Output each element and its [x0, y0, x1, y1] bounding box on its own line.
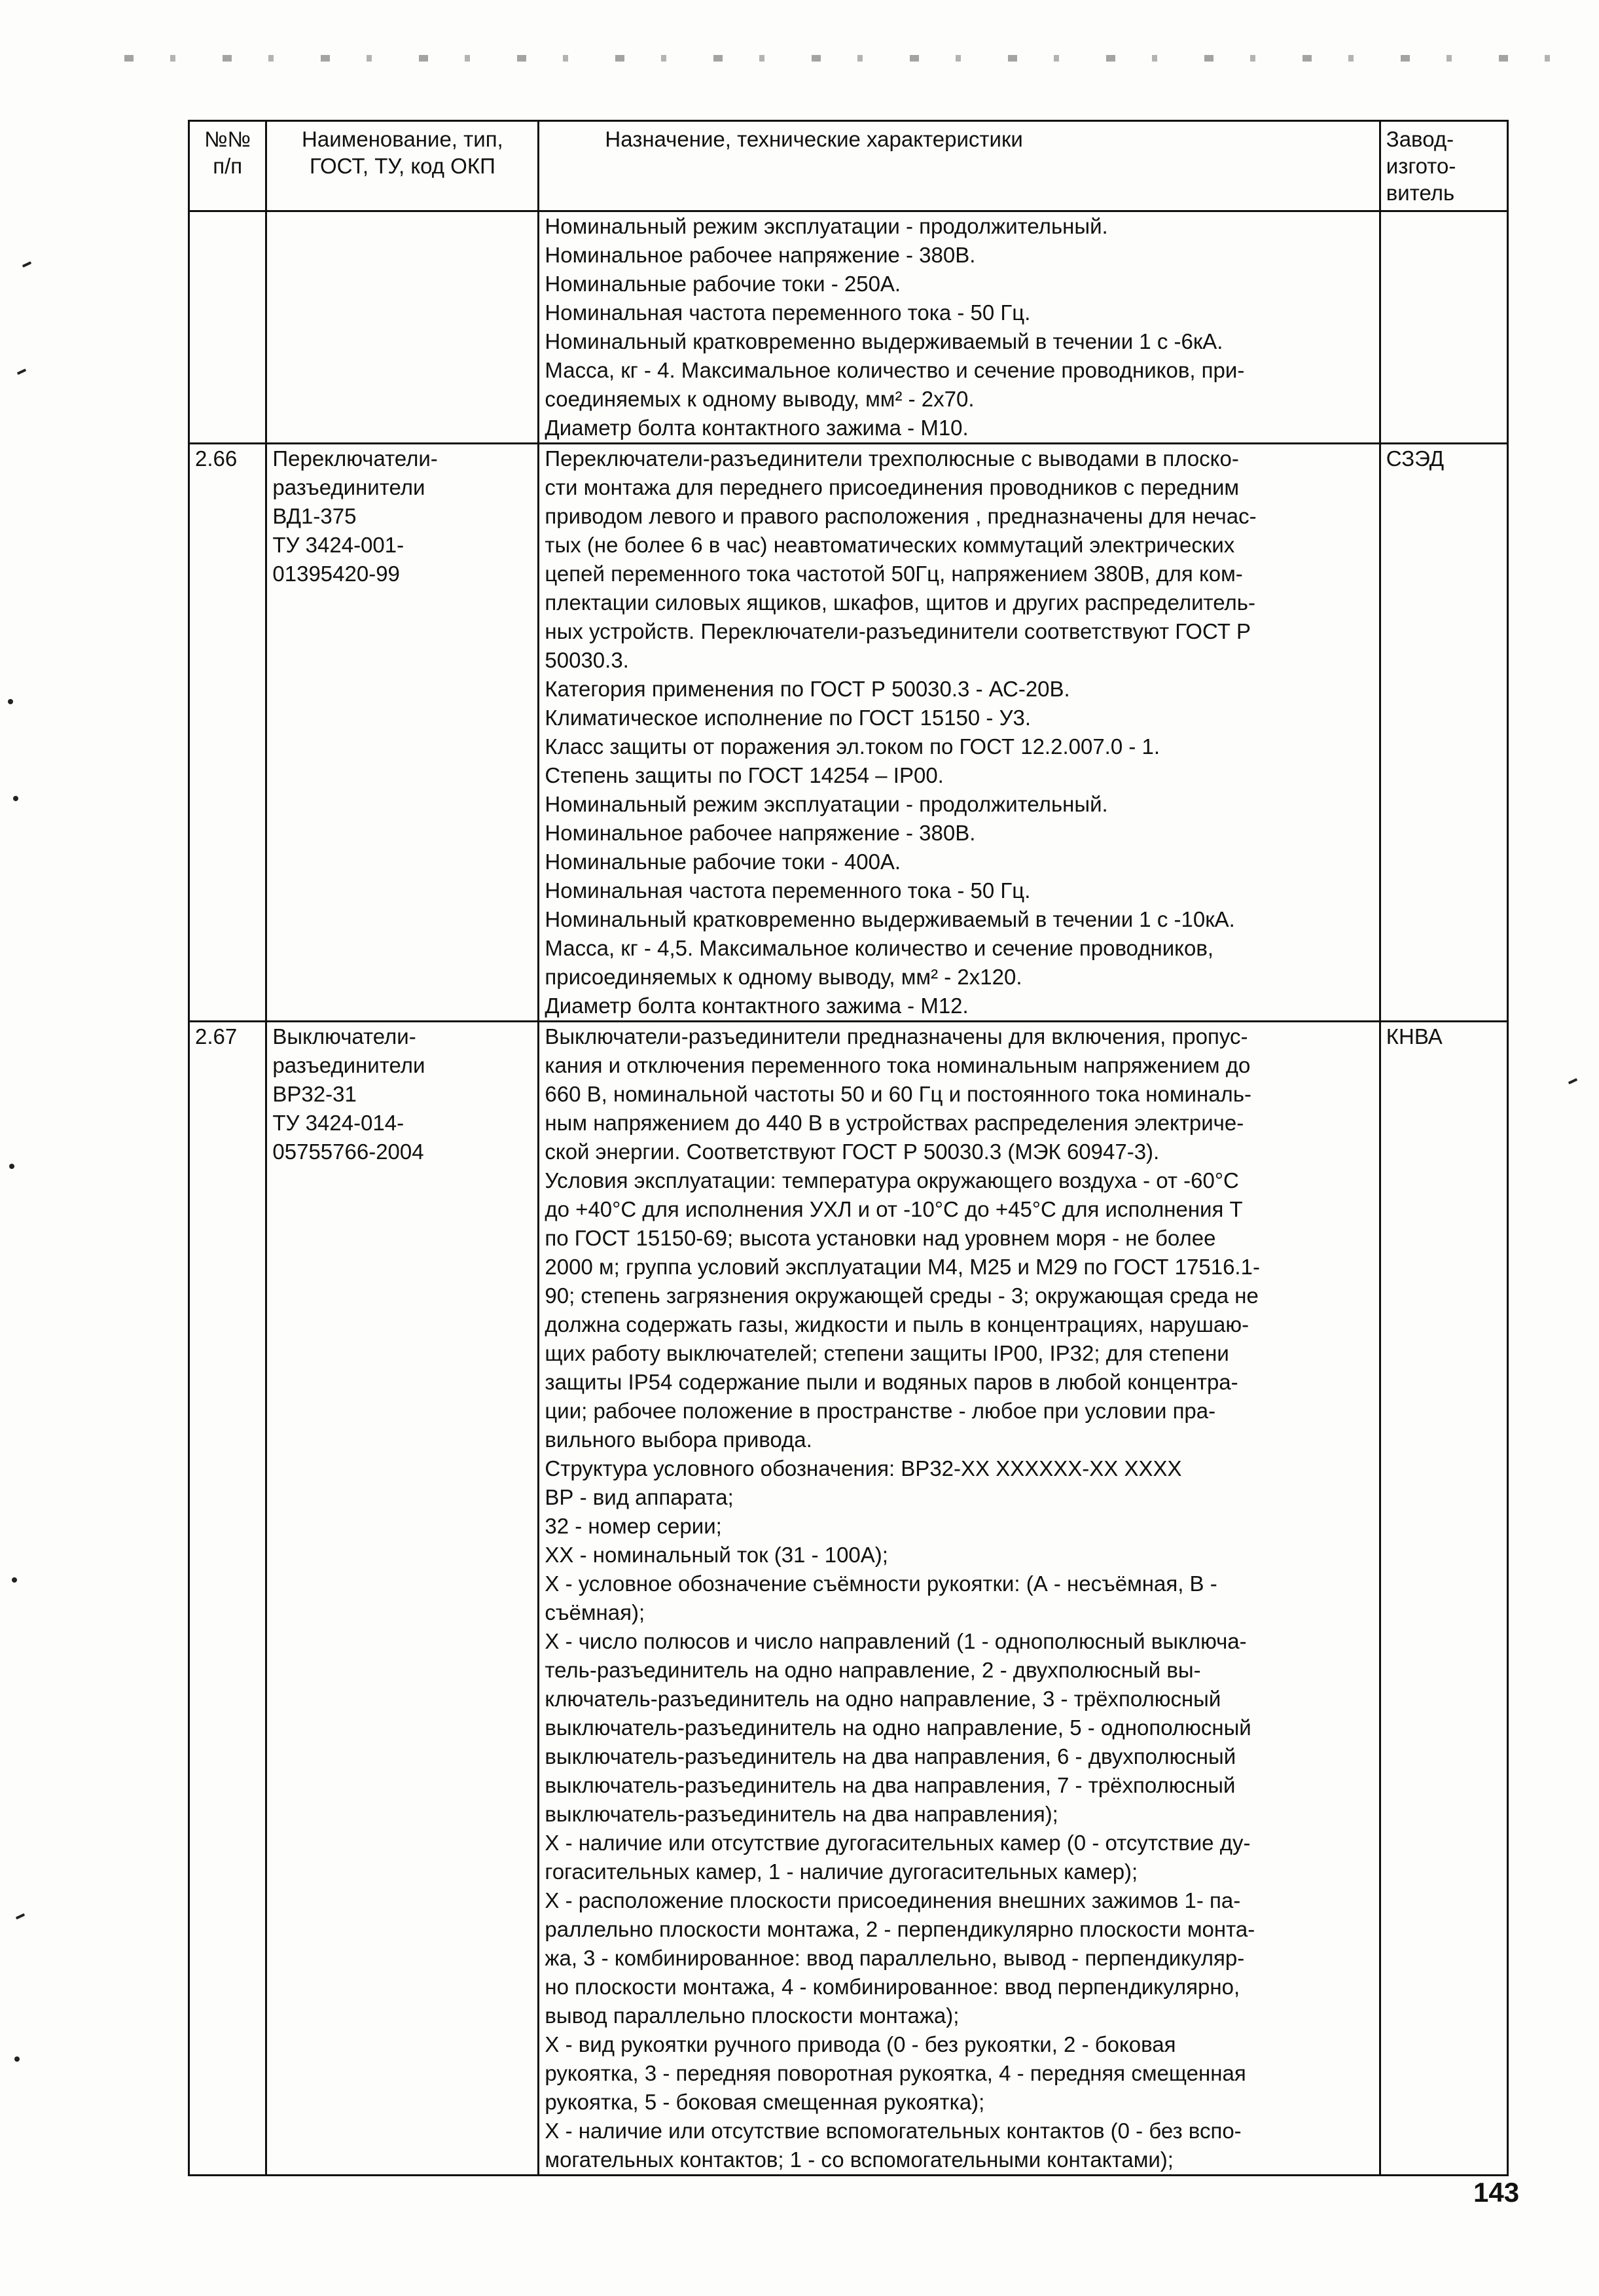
scan-speck — [1568, 1078, 1577, 1085]
scan-speck — [17, 368, 26, 375]
header-number: №№ п/п — [189, 121, 266, 211]
scan-speck — [9, 1164, 14, 1169]
table-row — [189, 444, 1508, 1022]
cell-number: 2.67 — [189, 1022, 266, 2176]
cell-manufacturer: СЗЭД — [1380, 444, 1507, 1022]
scan-speck — [16, 1913, 25, 1920]
cell-description: Выключатели-разъединители предназначены для включения, пропус- кания и отключения переменного тока номинальным напряжением до 660 В, номинальной частоты 50 и 60 Гц и постоянного тока номиналь- ным напряжением до 440 В в устройствах распределения электриче- ской энергии. Соответствуют ГОСТ Р 50030.3 (МЭК 60947-3). Условия эксплуатации: температура окружающего воздуха - от -60°С до +40°С для исполнения УХЛ и от -10°С до +45°С для исполнения Т по ГОСТ 15150-69; высота установки над уровнем моря - не более 2000 м; группа условий эксплуатации М4, М25 и М29 по ГОСТ 17516.1- 90; степень загрязнения окружающей среды - 3; окружающая среда не должна содержать газы, жидкости и пыль в концентрациях, нарушаю- щих работу выключателей; степени защиты IP00, IP32; для степени защиты IP54 содержание пыли и водяных паров в любой концентра- ции; рабочее положение в пространстве - любое при условии пра- вильного выбора привода. Структура условного обозначения: ВР32-ХХ ХХХХХХ-ХХ ХХХХ ВР - вид аппарата; 32 - номер серии; ХХ - номинальный ток (31 - 100А); Х - условное обозначение съёмности рукоятки: (А - несъёмная, В - съёмная); Х - число полюсов и число направлений (1 - однополюсный выключа- тель-разъединитель на одно направление, 2 - двухполюсный вы- ключатель-разъединитель на одно направление, 3 - трёхполюсный выключатель-разъединитель на одно направление, 5 - однополюсный выключатель-разъединитель на два направления, 6 - двухполюсный выключатель-разъединитель на два направления, 7 - трёхполюсный выключатель-разъединитель на два направления); Х - наличие или отсутствие дугогасительных камер (0 - отсутствие ду- гогасительных камер, 1 - наличие дугогасительных камер); Х - расположение плоскости присоединения внешних зажимов 1- па- раллельно плоскости монтажа, 2 - перпендикулярно плоскости монта- жа, 3 - комбинированное: ввод параллельно, вывод - перпендикуляр- но плоскости монтажа, 4 - комбинированное: ввод перпендикулярно, вывод параллельно плоскости монтажа); Х - вид рукоятки ручного привода (0 - без рукоятки, 2 - боковая рукоятка, 3 - передняя поворотная рукоятка, 4 - передняя смещенная рукоятка, 5 - боковая смещенная рукоятка); Х - наличие или отсутствие вспомогательных контактов (0 - без вспо- могательных контактов; 1 - со вспомогательными контактами); — [539, 1022, 1380, 2176]
scan-speck — [8, 699, 13, 704]
catalog-table — [188, 120, 1509, 2176]
cell-number: 2.66 — [189, 444, 266, 1022]
cell-manufacturer: КНВА — [1380, 1022, 1507, 2176]
cell-name: Выключатели- разъединители ВР32-31 ТУ 3424-014- 05755766-2004 — [266, 1022, 539, 2176]
cell-name — [266, 211, 539, 444]
table-header-row — [189, 121, 1508, 211]
cell-description: Переключатели-разъединители трехполюсные с выводами в плоско- сти монтажа для переднего присоединения проводников с передним приводом левого и правого расположения , предназначены для нечас- тых (не более 6 в час) неавтоматических коммутаций электрических цепей переменного тока частотой 50Гц, напряжением 380В, для ком- плектации силовых ящиков, шкафов, щитов и других распределитель- ных устройств. Переключатели-разъединители соответствуют ГОСТ Р 50030.3. Категория применения по ГОСТ Р 50030.3 - АС-20В. Климатическое исполнение по ГОСТ 15150 - У3. Класс защиты от поражения эл.током по ГОСТ 12.2.007.0 - 1. Степень защиты по ГОСТ 14254 – IP00. Номинальный режим эксплуатации - продолжительный. Номинальное рабочее напряжение - 380В. Номинальные рабочие токи - 400А. Номинальная частота переменного тока - 50 Гц. Номинальный кратковременно выдерживаемый в течении 1 с -10кА. Масса, кг - 4,5. Максимальное количество и сечение проводников, присоединяемых к одному выводу, мм² - 2х120. Диаметр болта контактного зажима - М12. — [539, 444, 1380, 1022]
scan-speck — [13, 796, 18, 801]
header-name: Наименование, тип, ГОСТ, ТУ, код ОКП — [266, 121, 539, 211]
scan-speck — [12, 1577, 17, 1583]
table-row — [189, 211, 1508, 444]
page-number: 143 — [1473, 2177, 1520, 2208]
cell-name: Переключатели- разъединители ВД1-375 ТУ 3424-001- 01395420-99 — [266, 444, 539, 1022]
header-description: Назначение, технические характеристики — [539, 121, 1380, 211]
scan-noise-top — [124, 55, 1590, 62]
table-row — [189, 1022, 1508, 2176]
header-manufacturer: Завод- изгото- витель — [1380, 121, 1507, 211]
cell-manufacturer — [1380, 211, 1507, 444]
scan-speck — [22, 261, 31, 268]
cell-number — [189, 211, 266, 444]
cell-description: Номинальный режим эксплуатации - продолжительный. Номинальное рабочее напряжение - 380В. Номинальные рабочие токи - 250А. Номинальная частота переменного тока - 50 Гц. Номинальный кратковременно выдерживаемый в течении 1 с -6кА. Масса, кг - 4. Максимальное количество и сечение проводников, при- соединяемых к одному выводу, мм² - 2х70. Диаметр болта контактного зажима - М10. — [539, 211, 1380, 444]
scan-speck — [14, 2056, 20, 2062]
